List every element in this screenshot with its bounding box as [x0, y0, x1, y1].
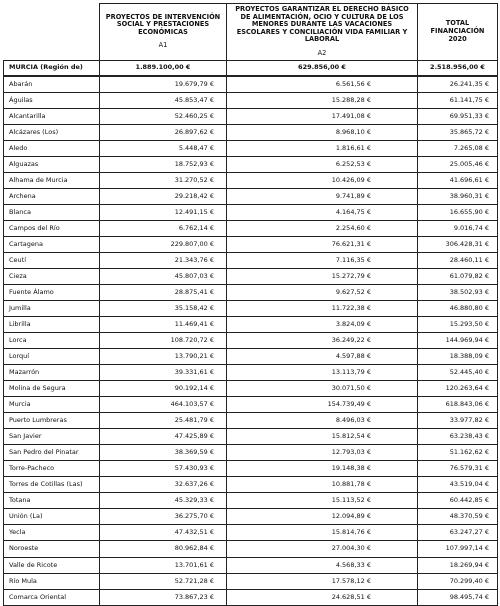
- amount-total: 98.495,74 €: [418, 589, 498, 605]
- header-a2-title: PROYECTOS GARANTIZAR EL DERECHO BÁSICO DE ALIMENTACIÓN, OCIO Y CULTURA DE LOS MENORES DURANTE LAS VACACIONES ESCOLARES Y CONCILIACIÓN VIDA FAMILIAR Y LABORAL: [235, 5, 409, 44]
- municipality-name: Alguazas: [4, 156, 100, 172]
- amount-a1: 12.491,15 €: [100, 204, 227, 220]
- municipality-name: Librilla: [4, 317, 100, 333]
- amount-a2: 12.793,03 €: [227, 445, 418, 461]
- amount-a1: 35.158,42 €: [100, 301, 227, 317]
- municipality-name: Ceutí: [4, 252, 100, 268]
- municipality-name: Comarca Oriental: [4, 589, 100, 605]
- amount-a1: 36.275,70 €: [100, 509, 227, 525]
- amount-a2: 15.272,79 €: [227, 268, 418, 284]
- amount-total: 18.388,09 €: [418, 349, 498, 365]
- amount-a2: 13.113,79 €: [227, 365, 418, 381]
- amount-total: 48.370,59 €: [418, 509, 498, 525]
- amount-a1: 73.867,23 €: [100, 589, 227, 605]
- amount-a1: 26.897,62 €: [100, 124, 227, 140]
- amount-a2: 10.426,09 €: [227, 172, 418, 188]
- municipality-name: San Pedro del Pinatar: [4, 445, 100, 461]
- amount-total: 61.141,75 €: [418, 92, 498, 108]
- amount-a2: 3.824,09 €: [227, 317, 418, 333]
- amount-a1: 19.679,79 €: [100, 76, 227, 93]
- municipality-name: Murcia: [4, 397, 100, 413]
- table-row: [4, 108, 498, 124]
- table-row: [4, 541, 498, 557]
- amount-a1: 21.343,76 €: [100, 252, 227, 268]
- municipality-name: Archena: [4, 188, 100, 204]
- amount-a1: 45.853,47 €: [100, 92, 227, 108]
- region-total: 2.518.956,00 €: [418, 60, 498, 76]
- amount-total: 107.997,14 €: [418, 541, 498, 557]
- table-body: [4, 60, 498, 605]
- municipality-name: San Javier: [4, 429, 100, 445]
- municipality-name: Lorquí: [4, 349, 100, 365]
- amount-total: 15.293,50 €: [418, 317, 498, 333]
- amount-a2: 27.004,30 €: [227, 541, 418, 557]
- amount-total: 28.460,11 €: [418, 252, 498, 268]
- amount-a1: 80.962,84 €: [100, 541, 227, 557]
- municipality-name: Lorca: [4, 333, 100, 349]
- amount-total: 38.960,31 €: [418, 188, 498, 204]
- amount-a1: 52.721,28 €: [100, 573, 227, 589]
- amount-a2: 8.496,03 €: [227, 413, 418, 429]
- amount-a2: 4.597,88 €: [227, 349, 418, 365]
- amount-a1: 6.762,14 €: [100, 220, 227, 236]
- amount-total: 51.162,62 €: [418, 445, 498, 461]
- municipality-name: Mazarrón: [4, 365, 100, 381]
- amount-a1: 90.192,14 €: [100, 381, 227, 397]
- amount-a2: 15.814,76 €: [227, 525, 418, 541]
- amount-total: 144.969,94 €: [418, 333, 498, 349]
- amount-a2: 12.094,89 €: [227, 509, 418, 525]
- header-total-title: TOTAL FINANCIACIÓN 2020: [430, 19, 485, 43]
- amount-total: 76.579,31 €: [418, 461, 498, 477]
- municipality-name: Aledo: [4, 140, 100, 156]
- table-header: [4, 4, 498, 61]
- table-row: [4, 493, 498, 509]
- table-row: [4, 204, 498, 220]
- municipality-name: Cieza: [4, 268, 100, 284]
- table-row: [4, 557, 498, 573]
- amount-a2: 9.627,52 €: [227, 284, 418, 300]
- municipality-name: Alhama de Murcia: [4, 172, 100, 188]
- amount-a2: 9.741,89 €: [227, 188, 418, 204]
- amount-a1: 13.701,61 €: [100, 557, 227, 573]
- municipality-name: Águilas: [4, 92, 100, 108]
- municipality-name: Río Mula: [4, 573, 100, 589]
- amount-a2: 8.968,10 €: [227, 124, 418, 140]
- amount-a1: 38.369,59 €: [100, 445, 227, 461]
- header-a2-code: A2: [317, 48, 327, 57]
- amount-a2: 15.288,28 €: [227, 92, 418, 108]
- table-row: [4, 445, 498, 461]
- region-a1: 1.889.100,00 €: [100, 60, 227, 76]
- amount-a1: 31.270,52 €: [100, 172, 227, 188]
- amount-total: 61.079,82 €: [418, 268, 498, 284]
- amount-a2: 24.628,51 €: [227, 589, 418, 605]
- amount-a1: 13.790,21 €: [100, 349, 227, 365]
- municipality-name: Alcantarilla: [4, 108, 100, 124]
- amount-a1: 39.331,61 €: [100, 365, 227, 381]
- amount-a2: 17.491,08 €: [227, 108, 418, 124]
- amount-a2: 15.812,54 €: [227, 429, 418, 445]
- amount-total: 46.880,80 €: [418, 301, 498, 317]
- table-row: [4, 124, 498, 140]
- funding-table: [3, 3, 498, 606]
- amount-a2: 11.722,38 €: [227, 301, 418, 317]
- table-row: [4, 477, 498, 493]
- amount-a2: 36.249,22 €: [227, 333, 418, 349]
- amount-total: 35.865,72 €: [418, 124, 498, 140]
- amount-a2: 17.578,12 €: [227, 573, 418, 589]
- amount-a2: 154.739,49 €: [227, 397, 418, 413]
- table-row: [4, 156, 498, 172]
- amount-a2: 15.113,52 €: [227, 493, 418, 509]
- region-name: MURCIA (Región de): [4, 60, 100, 76]
- table-row: [4, 252, 498, 268]
- amount-total: 7.265,08 €: [418, 140, 498, 156]
- amount-a2: 1.816,61 €: [227, 140, 418, 156]
- municipality-name: Valle de Ricote: [4, 557, 100, 573]
- amount-a1: 229.807,00 €: [100, 236, 227, 252]
- table-row: [4, 301, 498, 317]
- amount-a2: 6.252,53 €: [227, 156, 418, 172]
- amount-total: 70.299,40 €: [418, 573, 498, 589]
- table-row: [4, 573, 498, 589]
- municipality-name: Unión (La): [4, 509, 100, 525]
- header-a1: [100, 4, 227, 61]
- table-row: [4, 349, 498, 365]
- table-row: [4, 333, 498, 349]
- amount-total: 60.442,85 €: [418, 493, 498, 509]
- table-row: [4, 525, 498, 541]
- table-row: [4, 365, 498, 381]
- amount-a2: 4.164,75 €: [227, 204, 418, 220]
- table-row: [4, 397, 498, 413]
- amount-total: 26.241,35 €: [418, 76, 498, 93]
- amount-a1: 47.425,89 €: [100, 429, 227, 445]
- amount-a1: 45.807,03 €: [100, 268, 227, 284]
- table-row: [4, 317, 498, 333]
- header-a2: [227, 4, 418, 61]
- table-row: [4, 381, 498, 397]
- amount-a1: 18.752,93 €: [100, 156, 227, 172]
- amount-total: 9.016,74 €: [418, 220, 498, 236]
- amount-a2: 2.254,60 €: [227, 220, 418, 236]
- header-a1-title: PROYECTOS DE INTERVENCIÓN SOCIAL Y PRESTACIONES ECONÓMICAS: [105, 12, 221, 36]
- amount-a1: 52.460,25 €: [100, 108, 227, 124]
- amount-total: 16.655,90 €: [418, 204, 498, 220]
- amount-a1: 57.430,93 €: [100, 461, 227, 477]
- amount-total: 38.502,93 €: [418, 284, 498, 300]
- municipality-name: Alcázares (Los): [4, 124, 100, 140]
- table-row: [4, 589, 498, 605]
- amount-a1: 28.875,41 €: [100, 284, 227, 300]
- amount-a2: 7.116,35 €: [227, 252, 418, 268]
- amount-total: 41.696,61 €: [418, 172, 498, 188]
- amount-total: 618.843,06 €: [418, 397, 498, 413]
- amount-a2: 19.148,38 €: [227, 461, 418, 477]
- table-row: [4, 429, 498, 445]
- municipality-name: Campos del Río: [4, 220, 100, 236]
- table-row: [4, 76, 498, 93]
- municipality-name: Torre-Pacheco: [4, 461, 100, 477]
- header-a1-code: A1: [158, 41, 168, 50]
- table-row: [4, 92, 498, 108]
- amount-a1: 25.481,79 €: [100, 413, 227, 429]
- header-total: [418, 4, 498, 61]
- municipality-name: Noroeste: [4, 541, 100, 557]
- amount-a2: 30.071,50 €: [227, 381, 418, 397]
- table-row: [4, 461, 498, 477]
- municipality-name: Cartagena: [4, 236, 100, 252]
- amount-total: 25.005,46 €: [418, 156, 498, 172]
- amount-a2: 6.561,56 €: [227, 76, 418, 93]
- amount-a1: 45.329,33 €: [100, 493, 227, 509]
- municipality-name: Blanca: [4, 204, 100, 220]
- amount-total: 69.951,33 €: [418, 108, 498, 124]
- municipality-name: Totana: [4, 493, 100, 509]
- amount-a2: 10.881,78 €: [227, 477, 418, 493]
- amount-a1: 464.103,57 €: [100, 397, 227, 413]
- municipality-name: Fuente Álamo: [4, 284, 100, 300]
- municipality-name: Yecla: [4, 525, 100, 541]
- municipality-name: Abarán: [4, 76, 100, 93]
- table-row: [4, 268, 498, 284]
- amount-a2: 76.621,31 €: [227, 236, 418, 252]
- amount-a1: 29.218,42 €: [100, 188, 227, 204]
- amount-total: 306.428,31 €: [418, 236, 498, 252]
- amount-total: 63.238,43 €: [418, 429, 498, 445]
- table-row: [4, 509, 498, 525]
- amount-total: 63.247,27 €: [418, 525, 498, 541]
- municipality-name: Puerto Lumbreras: [4, 413, 100, 429]
- table-row: [4, 140, 498, 156]
- amount-total: 120.263,64 €: [418, 381, 498, 397]
- table-row: [4, 284, 498, 300]
- region-row: [4, 60, 498, 76]
- amount-a1: 108.720,72 €: [100, 333, 227, 349]
- table-row: [4, 220, 498, 236]
- amount-a1: 32.637,26 €: [100, 477, 227, 493]
- municipality-name: Torres de Cotillas (Las): [4, 477, 100, 493]
- amount-a2: 4.568,33 €: [227, 557, 418, 573]
- municipality-name: Jumilla: [4, 301, 100, 317]
- amount-a1: 47.432,51 €: [100, 525, 227, 541]
- municipality-name: Molina de Segura: [4, 381, 100, 397]
- table-row: [4, 188, 498, 204]
- amount-total: 18.269,94 €: [418, 557, 498, 573]
- amount-a1: 11.469,41 €: [100, 317, 227, 333]
- region-a2: 629.856,00 €: [227, 60, 418, 76]
- table-row: [4, 413, 498, 429]
- amount-total: 43.519,04 €: [418, 477, 498, 493]
- table-row: [4, 172, 498, 188]
- header-row: [4, 4, 498, 61]
- amount-a1: 5.448,47 €: [100, 140, 227, 156]
- header-blank-cell: [4, 4, 100, 61]
- amount-total: 33.977,82 €: [418, 413, 498, 429]
- amount-total: 52.445,40 €: [418, 365, 498, 381]
- table-row: [4, 236, 498, 252]
